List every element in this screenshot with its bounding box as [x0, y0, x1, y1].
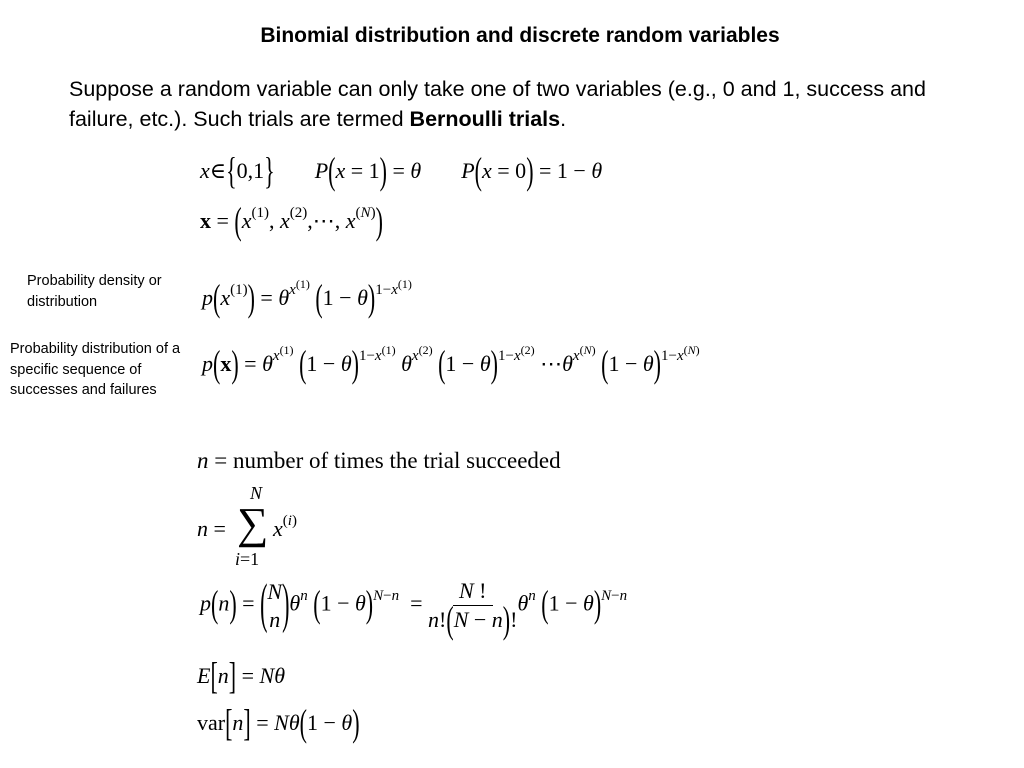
equation-single-trial-density: $p(x^{(1)}) = \theta^{x^{(1)}}$ $(1 - \theta)^{1-x^{(1)}}$	[202, 275, 412, 319]
equation-sequence-density: $p(x) = \theta^{x^{(1)}}$ $(1 - \theta)^{1-x^{(1)}}$ $\theta^{x^{(2)}}$ $(1 - \theta)^{1-x^{(2)}}$ $\cdots\theta^{x^{(N)}}$ $(1 - \theta)^{1-x^{(N)}}$	[202, 341, 700, 385]
intro-bold-term: Bernoulli trials	[409, 107, 561, 131]
slide-title: Binomial distribution and discrete random variables	[260, 24, 780, 47]
equation-binomial-pmf: p(n) = ( N n )$\theta^n$ $(1 - \theta)^{N-n}$ = $\frac{N !}{n!(N - n)!}$ $\theta^n$ $(1 - \theta)^{N-n}$	[200, 571, 628, 641]
intro-paragraph	[69, 74, 969, 134]
note-sequence-distribution: Probability distribution of a specific sequence of successes and failures	[10, 341, 181, 398]
equation-variance: var[n] = Nθ(1 − θ)	[197, 700, 360, 744]
equation-trial-vector: $x = (x^{(1)}$, $x^{(2)},\cdots$, $x^{(N)}$)	[200, 198, 383, 242]
intro-end: .	[560, 107, 567, 131]
n-definition-text: number of times the trial succeeded	[232, 448, 561, 473]
equation-bernoulli-support: x∈{0,1} P(x = 1) = θ P(x = 0) = 1 − θ	[200, 148, 603, 192]
equation-n-sum: n = N ∑ i=1 $x^{(i)}$	[197, 483, 297, 569]
note-probability-density: Probability density or distribution	[27, 273, 162, 310]
intro-text: Suppose a random variable can only take one of two variables (e.g., 0 and 1, success and failure, etc.). Such trials are termed	[69, 77, 926, 131]
equation-expectation: E[n] = Nθ	[197, 653, 286, 697]
equation-n-definition: n = number of times the trial succeeded	[197, 448, 561, 473]
